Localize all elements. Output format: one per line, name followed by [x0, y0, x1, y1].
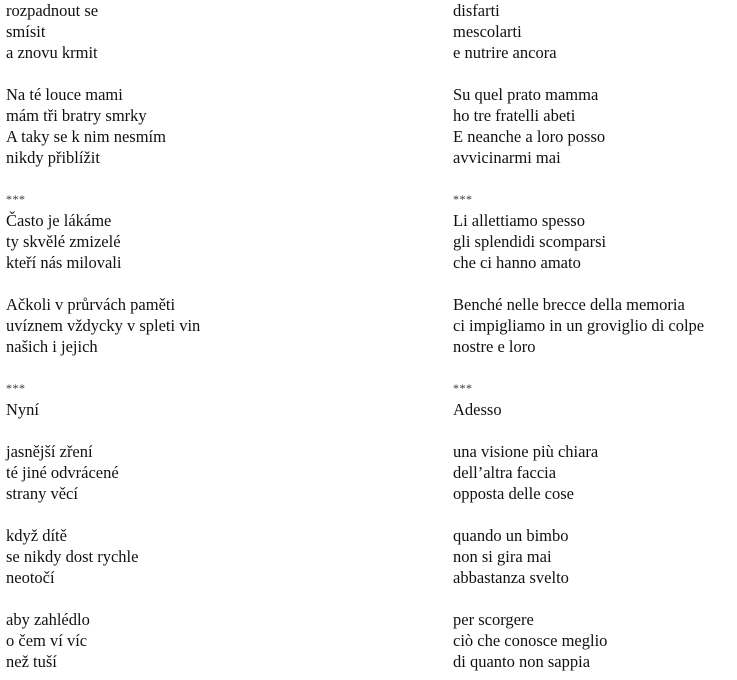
czech-line: uvíznem vždycky v spleti vin [6, 316, 201, 335]
italian-line: abbastanza svelto [453, 568, 569, 587]
czech-line: smísit [6, 22, 46, 41]
section-separator: *** [453, 192, 473, 206]
italian-line: quando un bimbo [453, 526, 569, 545]
czech-line: Ačkoli v průrvách paměti [6, 295, 176, 314]
italian-line: dell’altra faccia [453, 463, 557, 482]
italian-line: E neanche a loro posso [453, 127, 606, 146]
italian-line: che ci hanno amato [453, 253, 581, 272]
czech-line: než tuší [6, 652, 57, 671]
czech-line: té jiné odvrácené [6, 463, 119, 482]
czech-line: nikdy přiblížit [6, 148, 100, 167]
italian-line: una visione più chiara [453, 442, 599, 461]
czech-line: strany věcí [6, 484, 78, 503]
italian-line: ciò che conosce meglio [453, 631, 608, 650]
italian-line: per scorgere [453, 610, 534, 629]
italian-line: ho tre fratelli abeti [453, 106, 576, 125]
czech-line: Nyní [6, 400, 39, 419]
italian-line: nostre e loro [453, 337, 536, 356]
italian-line: Benché nelle brecce della memoria [453, 295, 685, 314]
italian-line: e nutrire ancora [453, 43, 557, 62]
czech-line: když dítě [6, 526, 67, 545]
italian-line: Su quel prato mamma [453, 85, 599, 104]
czech-line: Často je lákáme [6, 211, 112, 230]
czech-line: neotočí [6, 568, 55, 587]
section-separator: *** [6, 381, 26, 395]
italian-line: ci impigliamo in un groviglio di colpe [453, 316, 705, 335]
czech-line: kteří nás milovali [6, 253, 122, 272]
czech-line: rozpadnout se [6, 1, 99, 20]
section-separator: *** [453, 381, 473, 395]
italian-line: non si gira mai [453, 547, 552, 566]
czech-line: mám tři bratry smrky [6, 106, 147, 125]
italian-line: di quanto non sappia [453, 652, 591, 671]
czech-line: A taky se k nim nesmím [6, 127, 166, 146]
czech-line: jasnější zření [6, 442, 93, 461]
italian-line: opposta delle cose [453, 484, 574, 503]
czech-line: našich i jejich [6, 337, 98, 356]
czech-line: se nikdy dost rychle [6, 547, 139, 566]
czech-line: ty skvělé zmizelé [6, 232, 121, 251]
section-separator: *** [6, 192, 26, 206]
czech-line: aby zahlédlo [6, 610, 90, 629]
italian-line: disfarti [453, 1, 500, 20]
czech-line: a znovu krmit [6, 43, 98, 62]
italian-line: avvicinarmi mai [453, 148, 561, 167]
italian-line: Adesso [453, 400, 502, 419]
italian-line: Li allettiamo spesso [453, 211, 585, 230]
italian-line: mescolarti [453, 22, 522, 41]
czech-line: Na té louce mami [6, 85, 123, 104]
czech-line: o čem ví víc [6, 631, 88, 650]
italian-line: gli splendidi scomparsi [453, 232, 607, 251]
